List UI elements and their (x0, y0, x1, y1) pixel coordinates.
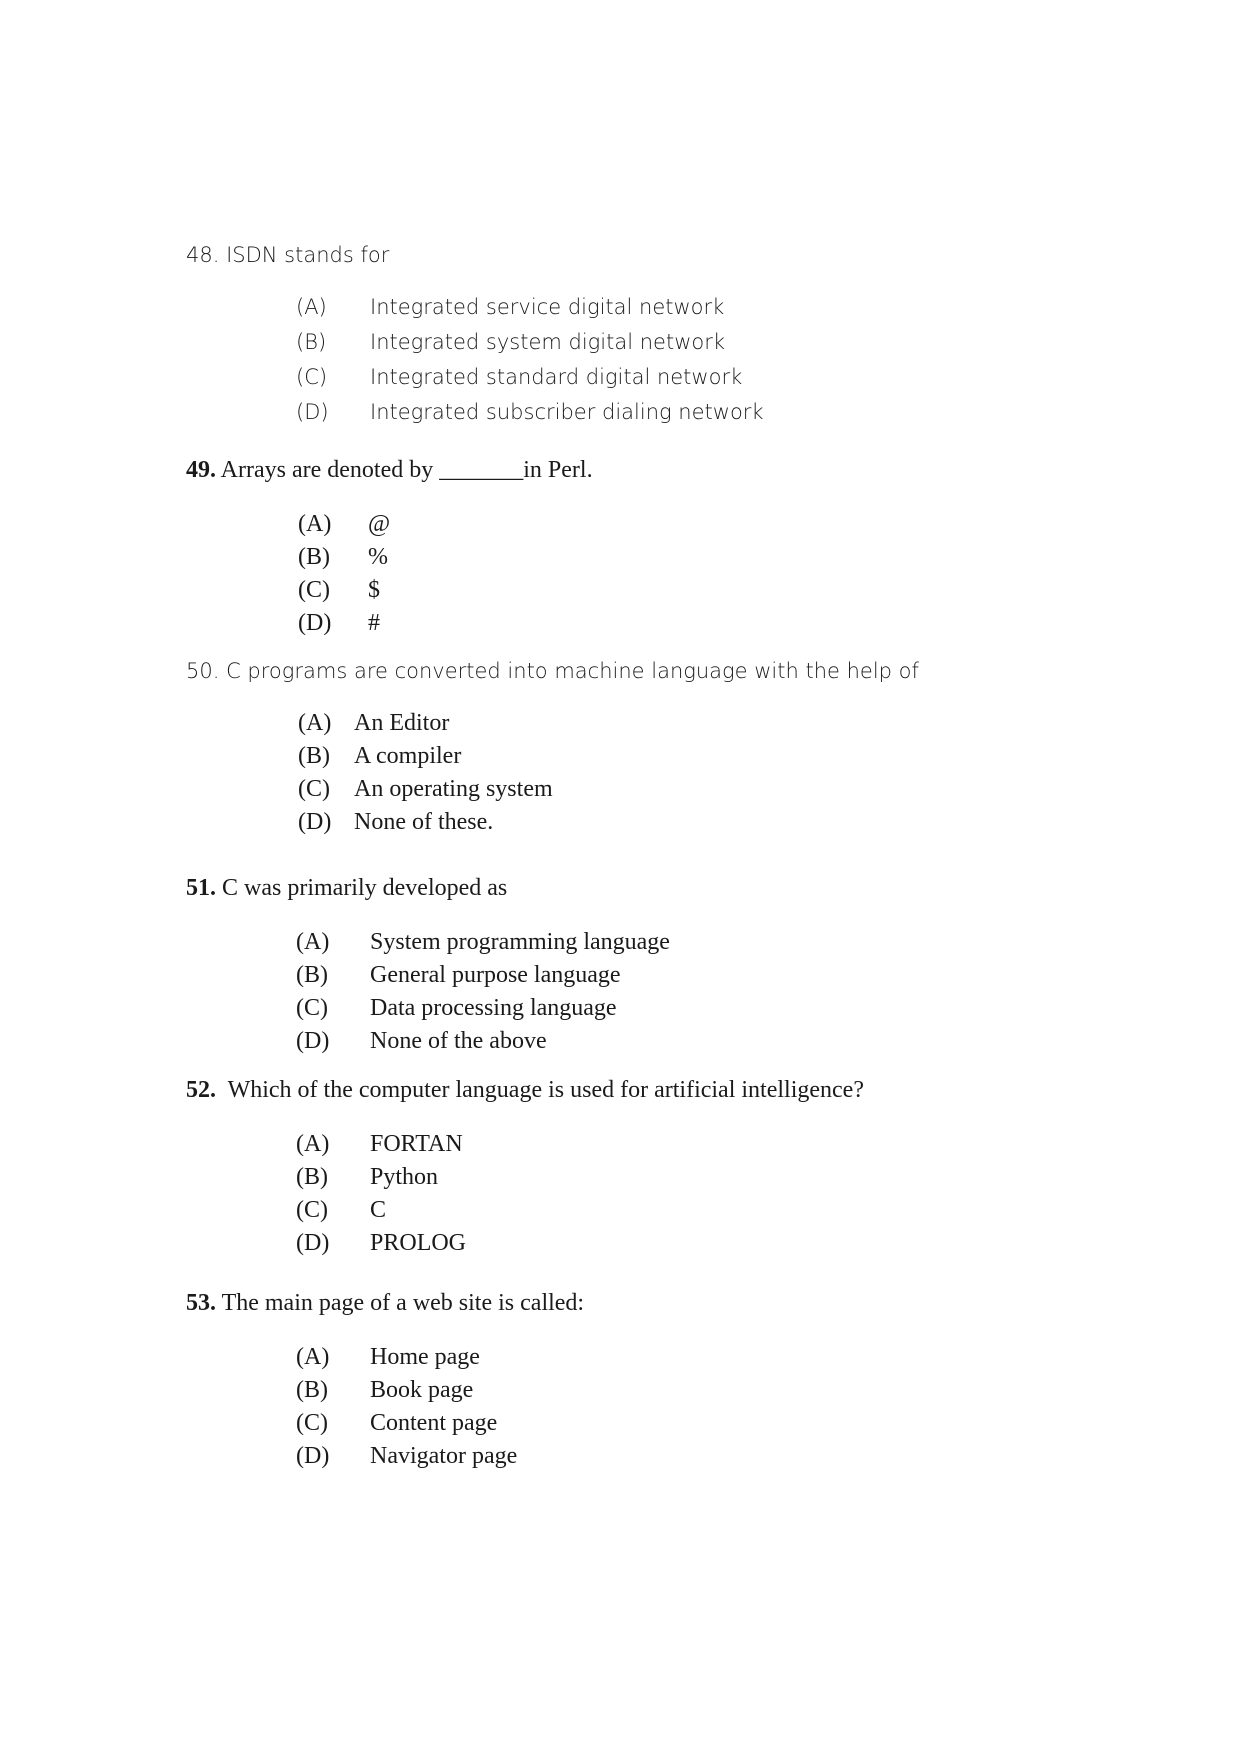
option-c (298, 773, 919, 806)
option-a (296, 926, 670, 959)
question-stem (186, 874, 670, 902)
question-stem (186, 1076, 864, 1104)
option-c (296, 360, 764, 395)
option-a (298, 508, 593, 541)
question-stem (186, 1289, 584, 1317)
question-number: 50. (186, 659, 220, 683)
option-label: (A) (296, 929, 330, 955)
option-label: (A) (298, 511, 332, 537)
question-text: C programs are converted into machine language with the help of (219, 659, 919, 683)
option-label: (A) (296, 295, 327, 319)
question-text: The main page of a web site is called: (216, 1290, 585, 1316)
option-list (298, 508, 593, 640)
option-label: (C) (296, 1410, 328, 1436)
option-text: A compiler (354, 743, 462, 769)
question-number: 51. (186, 875, 216, 901)
option-label: (C) (298, 577, 330, 603)
option-d (296, 1440, 584, 1473)
option-b (298, 740, 919, 773)
question-51 (186, 850, 670, 1058)
option-b (296, 1161, 864, 1194)
option-b (298, 541, 593, 574)
option-text: FORTAN (370, 1131, 463, 1157)
question-number: 48. (186, 243, 220, 267)
option-a (298, 707, 919, 740)
option-label: (D) (298, 610, 332, 636)
question-49 (186, 432, 593, 640)
option-text: Integrated standard digital network (370, 365, 743, 389)
option-b (296, 959, 670, 992)
option-text: General purpose language (370, 962, 621, 988)
option-text: An Editor (354, 710, 450, 736)
question-number: 52. (186, 1077, 216, 1103)
option-text: Integrated subscriber dialing network (370, 400, 764, 424)
option-text: C (370, 1197, 387, 1223)
option-label: (B) (296, 962, 328, 988)
option-text: Home page (370, 1344, 480, 1370)
option-list (296, 290, 764, 430)
option-label: (C) (296, 1197, 328, 1223)
option-label: (A) (298, 710, 332, 736)
option-b (296, 325, 764, 360)
option-c (296, 1407, 584, 1440)
question-53 (186, 1265, 584, 1473)
question-50 (186, 636, 919, 839)
option-a (296, 1128, 864, 1161)
option-label: (B) (298, 544, 330, 570)
option-label: (A) (296, 1131, 330, 1157)
option-label: (D) (296, 1443, 330, 1469)
option-label: (C) (296, 995, 328, 1021)
option-label: (D) (296, 1230, 330, 1256)
option-a (296, 290, 764, 325)
option-list (298, 707, 919, 839)
option-text: None of the above (370, 1028, 547, 1054)
option-label: (B) (296, 1164, 328, 1190)
option-text: Data processing language (370, 995, 617, 1021)
option-label: (B) (296, 1377, 328, 1403)
option-text: Python (370, 1164, 439, 1190)
option-text: # (368, 610, 380, 636)
question-text: Arrays are denoted by _______in Perl. (216, 457, 593, 483)
option-label: (C) (296, 365, 328, 389)
option-label: (D) (296, 400, 329, 424)
option-text: Navigator page (370, 1443, 518, 1469)
option-text: Content page (370, 1410, 498, 1436)
option-text: Book page (370, 1377, 474, 1403)
option-text: Integrated service digital network (370, 295, 725, 319)
option-list (296, 926, 670, 1058)
option-text: $ (368, 577, 380, 603)
question-text: ISDN stands for (219, 243, 390, 267)
question-text: C was primarily developed as (216, 875, 508, 901)
option-text: None of these. (354, 809, 494, 835)
option-d (298, 806, 919, 839)
option-list (296, 1128, 864, 1260)
question-number: 53. (186, 1290, 216, 1316)
option-a (296, 1341, 584, 1374)
question-text: Which of the computer language is used for artificial intelligence? (216, 1077, 864, 1103)
option-b (296, 1374, 584, 1407)
option-text: System programming language (370, 929, 670, 955)
option-c (298, 574, 593, 607)
question-48 (186, 220, 764, 430)
question-stem (186, 657, 919, 685)
question-stem (186, 456, 593, 484)
option-label: (D) (296, 1028, 330, 1054)
option-c (296, 992, 670, 1025)
option-label: (C) (298, 776, 330, 802)
option-text: @ (368, 511, 391, 537)
option-label: (D) (298, 809, 332, 835)
option-d (296, 395, 764, 430)
option-list (296, 1341, 584, 1473)
option-label: (A) (296, 1344, 330, 1370)
option-label: (B) (296, 330, 327, 354)
question-52 (186, 1052, 864, 1260)
option-text: Integrated system digital network (370, 330, 726, 354)
option-text: An operating system (354, 776, 553, 802)
option-text: PROLOG (370, 1230, 467, 1256)
question-stem (186, 241, 764, 269)
option-d (296, 1227, 864, 1260)
question-number: 49. (186, 457, 216, 483)
option-text: % (368, 544, 388, 570)
option-label: (B) (298, 743, 330, 769)
option-c (296, 1194, 864, 1227)
